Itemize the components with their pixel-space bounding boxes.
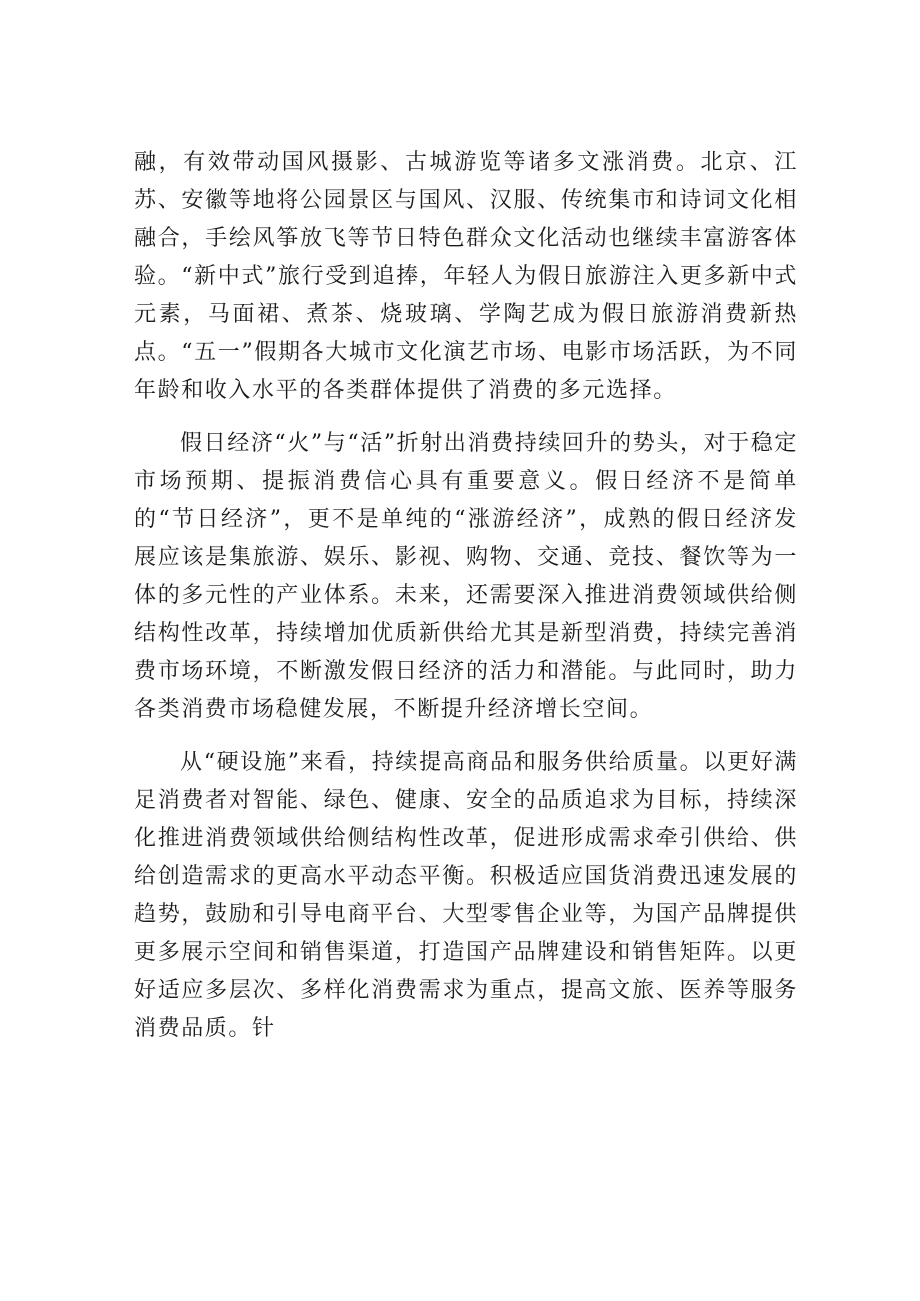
article-body [134,144,798,1063]
paragraph-holiday-economy: 假日经济“火”与“活”折射出消费持续回升的势头，对于稳定市场预期、提振消费信心具有重要意义。假日经济不是简单的“节日经济”，更不是单纯的“涨游经济”，成熟的假日经济发展应该是集旅游、娱乐、影视、购物、交通、竞技、餐饮等为一体的多元性的产业体系。未来，还需要深入推进消费领域供给侧结构性改革，持续增加优质新供给尤其是新型消费，持续完善消费市场环境，不断激发假日经济的活力和潜能。与此同时，助力各类消费市场稳健发展，不断提升经济增长空间。 [134,431,798,722]
paragraph-continued: 融，有效带动国风摄影、古城游览等诸多文涨消费。北京、江苏、安徽等地将公园景区与国风、汉服、传统集市和诗词文化相融合，手绘风筝放飞等节日特色群众文化活动也继续丰富游客体验。“新中式”旅行受到追捧，年轻人为假日旅游注入更多新中式元素，马面裙、煮茶、烧玻璃、学陶艺成为假日旅游消费新热点。“五一”假期各大城市文化演艺市场、电影市场活跃，为不同年龄和收入水平的各类群体提供了消费的多元选择。 [134,150,798,403]
paragraph-hard-facilities: 从“硬设施”来看，持续提高商品和服务供给质量。以更好满足消费者对智能、绿色、健康、安全的品质追求为目标，持续深化推进消费领域供给侧结构性改革，促进形成需求牵引供给、供给创造需求的更高水平动态平衡。积极适应国货消费迅速发展的趋势，鼓励和引导电商平台、大型零售企业等，为国产品牌提供更多展示空间和销售渠道，打造国产品牌建设和销售矩阵。以更好适应多层次、多样化消费需求为重点，提高文旅、医养等服务消费品质。针 [134,750,798,1041]
